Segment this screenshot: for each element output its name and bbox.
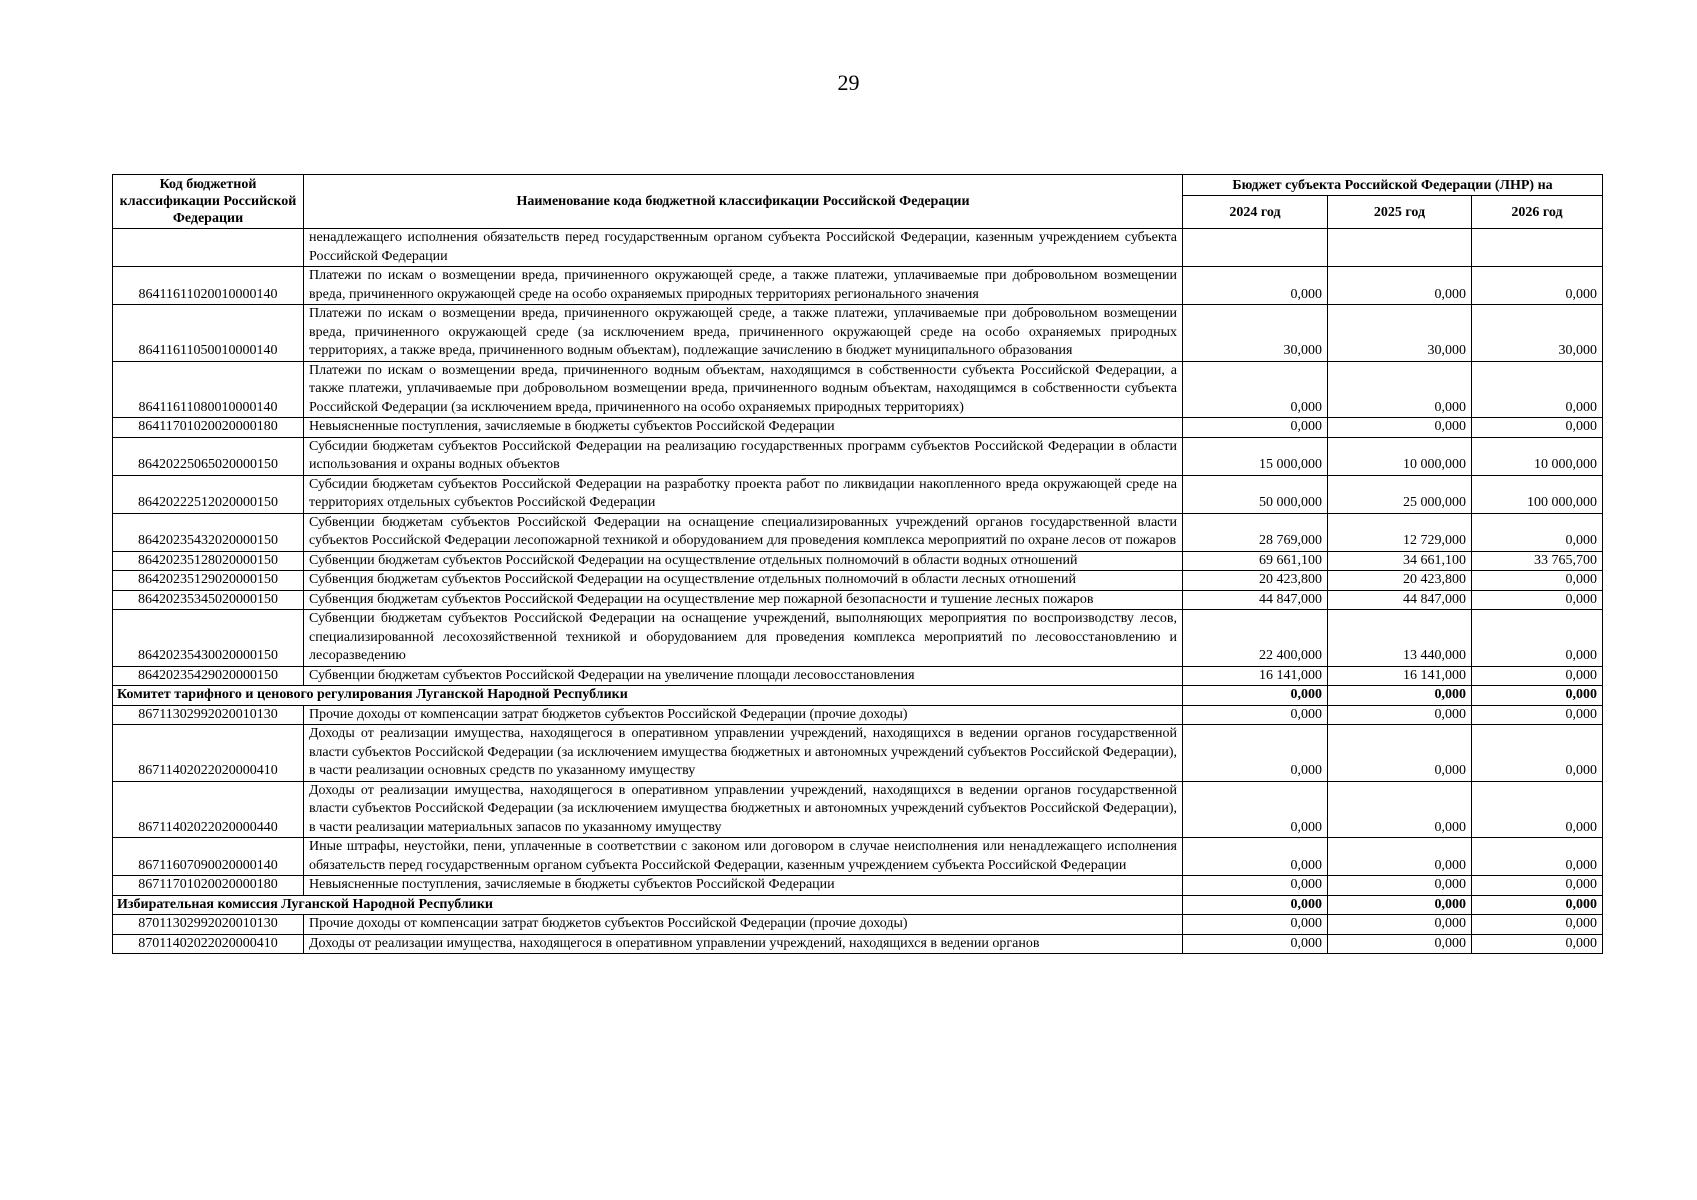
value-2024-cell: 16 141,000 — [1183, 666, 1328, 686]
value-2025-cell: 0,000 — [1328, 781, 1472, 838]
budget-code-cell: 86420235128020000150 — [113, 551, 304, 571]
budget-code-cell: 86711402022020000440 — [113, 781, 304, 838]
header-code-column: Код бюджетной классификации Российской Федерации — [113, 175, 304, 229]
value-2024-cell: 0,000 — [1183, 725, 1328, 782]
value-2025-cell: 0,000 — [1328, 915, 1472, 935]
value-2024-cell: 0,000 — [1183, 705, 1328, 725]
code-name-cell: Субвенции бюджетам субъектов Российской Федерации на оснащение учреждений, выполняющих мероприятия по воспроизводству лесов, специализированной лесохозяйственной техникой и оборудованием для проведения комплекса мероприятий по лесовосстановлению и лесоразведению — [304, 610, 1183, 667]
budget-code-cell: 86711402022020000410 — [113, 725, 304, 782]
value-2025-cell: 10 000,000 — [1328, 437, 1472, 475]
value-2024-cell: 15 000,000 — [1183, 437, 1328, 475]
code-name-cell: Субсидии бюджетам субъектов Российской Федерации на реализацию государственных программ субъектов Российской Федерации в области использования и охраны водных объектов — [304, 437, 1183, 475]
budget-code-cell: 86411611020010000140 — [113, 267, 304, 305]
table-row — [113, 781, 1603, 838]
code-name-cell: Невыясненные поступления, зачисляемые в бюджеты субъектов Российской Федерации — [304, 876, 1183, 896]
code-name-cell: Субвенция бюджетам субъектов Российской Федерации на осуществление мер пожарной безопасности и тушение лесных пожаров — [304, 590, 1183, 610]
table-row — [113, 513, 1603, 551]
value-2026-cell: 0,000 — [1472, 895, 1603, 915]
value-2026-cell: 10 000,000 — [1472, 437, 1603, 475]
budget-code-cell: 86411611080010000140 — [113, 361, 304, 418]
value-2026-cell: 0,000 — [1472, 781, 1603, 838]
value-2025-cell: 0,000 — [1328, 361, 1472, 418]
value-2025-cell: 34 661,100 — [1328, 551, 1472, 571]
code-name-cell: Платежи по искам о возмещении вреда, причиненного окружающей среде, а также платежи, уплачиваемые при добровольном возмещении вреда, причиненного окружающей среде на особо охраняемых природных территориях регионального значения — [304, 267, 1183, 305]
value-2025-cell: 0,000 — [1328, 934, 1472, 954]
value-2026-cell: 100 000,000 — [1472, 475, 1603, 513]
budget-code-cell: 86420235430020000150 — [113, 610, 304, 667]
value-2026-cell: 0,000 — [1472, 590, 1603, 610]
budget-code-cell: 87011402022020000410 — [113, 934, 304, 954]
value-2024-cell: 0,000 — [1183, 915, 1328, 935]
section-row — [113, 895, 1603, 915]
value-2025-cell: 0,000 — [1328, 725, 1472, 782]
value-2024-cell — [1183, 229, 1328, 267]
budget-code-cell: 86420222512020000150 — [113, 475, 304, 513]
table-row — [113, 838, 1603, 876]
budget-code-cell: 86420225065020000150 — [113, 437, 304, 475]
value-2024-cell: 50 000,000 — [1183, 475, 1328, 513]
table-row — [113, 305, 1603, 362]
budget-code-cell: 86711607090020000140 — [113, 838, 304, 876]
budget-code-cell: 86420235345020000150 — [113, 590, 304, 610]
value-2026-cell — [1472, 229, 1603, 267]
code-name-cell: Субвенции бюджетам субъектов Российской Федерации на увеличение площади лесовосстановления — [304, 666, 1183, 686]
value-2026-cell: 0,000 — [1472, 725, 1603, 782]
value-2024-cell: 0,000 — [1183, 838, 1328, 876]
table-row — [113, 437, 1603, 475]
value-2026-cell: 0,000 — [1472, 610, 1603, 667]
budget-code-cell — [113, 229, 304, 267]
value-2024-cell: 0,000 — [1183, 686, 1328, 706]
value-2024-cell: 0,000 — [1183, 895, 1328, 915]
value-2024-cell: 28 769,000 — [1183, 513, 1328, 551]
value-2024-cell: 0,000 — [1183, 781, 1328, 838]
header-year-2026: 2026 год — [1472, 196, 1603, 229]
section-row — [113, 686, 1603, 706]
value-2025-cell: 0,000 — [1328, 418, 1472, 438]
table-row — [113, 915, 1603, 935]
value-2026-cell: 0,000 — [1472, 666, 1603, 686]
table-row — [113, 361, 1603, 418]
value-2025-cell: 44 847,000 — [1328, 590, 1472, 610]
value-2026-cell: 0,000 — [1472, 418, 1603, 438]
value-2024-cell: 30,000 — [1183, 305, 1328, 362]
code-name-cell: Субсидии бюджетам субъектов Российской Федерации на разработку проекта работ по ликвидации накопленного вреда окружающей среде на территориях отдельных субъектов Российской Федерации — [304, 475, 1183, 513]
value-2026-cell: 0,000 — [1472, 915, 1603, 935]
table-row — [113, 725, 1603, 782]
value-2024-cell: 0,000 — [1183, 361, 1328, 418]
code-name-cell: Доходы от реализации имущества, находящегося в оперативном управлении учреждений, находящихся в ведении органов государственной власти субъектов Российской Федерации (за исключением имущества бюджетных и автономных учреждений субъектов Российской Федерации), в части реализации основных средств по указанному имуществу — [304, 725, 1183, 782]
page-number: 29 — [837, 70, 860, 95]
header-year-2025: 2025 год — [1328, 196, 1472, 229]
value-2025-cell: 0,000 — [1328, 838, 1472, 876]
value-2025-cell: 13 440,000 — [1328, 610, 1472, 667]
value-2026-cell: 30,000 — [1472, 305, 1603, 362]
budget-code-cell: 87011302992020010130 — [113, 915, 304, 935]
table-row — [113, 551, 1603, 571]
budget-code-cell: 86411701020020000180 — [113, 418, 304, 438]
budget-table — [112, 174, 1603, 954]
table-row — [113, 475, 1603, 513]
code-name-cell: Невыясненные поступления, зачисляемые в бюджеты субъектов Российской Федерации — [304, 418, 1183, 438]
value-2025-cell: 0,000 — [1328, 686, 1472, 706]
code-name-cell: Доходы от реализации имущества, находящегося в оперативном управлении учреждений, находящихся в ведении органов — [304, 934, 1183, 954]
budget-code-cell: 86711302992020010130 — [113, 705, 304, 725]
value-2024-cell: 0,000 — [1183, 876, 1328, 896]
value-2025-cell: 12 729,000 — [1328, 513, 1472, 551]
code-name-cell: Иные штрафы, неустойки, пени, уплаченные в соответствии с законом или договором в случае неисполнения или ненадлежащего исполнения обязательств перед государственным органом субъекта Российской Федерации, казенным учреждением субъекта Российской Федерации — [304, 838, 1183, 876]
section-title: Комитет тарифного и ценового регулирования Луганской Народной Республики — [113, 686, 1183, 706]
code-name-cell: ненадлежащего исполнения обязательств перед государственным органом субъекта Российской Федерации, казенным учреждением субъекта Российской Федерации — [304, 229, 1183, 267]
value-2025-cell: 0,000 — [1328, 876, 1472, 896]
code-name-cell: Платежи по искам о возмещении вреда, причиненного водным объектам, находящимся в собственности субъекта Российской Федерации, а также платежи, уплачиваемые при добровольном возмещении вреда, причиненного водным объектам, находящимся в собственности субъекта Российской Федерации (за исключением вреда, причиненного на особо охраняемых природных территориях) — [304, 361, 1183, 418]
value-2025-cell: 30,000 — [1328, 305, 1472, 362]
budget-code-cell: 86420235129020000150 — [113, 571, 304, 591]
header-year-2024: 2024 год — [1183, 196, 1328, 229]
value-2025-cell: 25 000,000 — [1328, 475, 1472, 513]
table-row — [113, 705, 1603, 725]
value-2026-cell: 33 765,700 — [1472, 551, 1603, 571]
table-row — [113, 934, 1603, 954]
code-name-cell: Субвенции бюджетам субъектов Российской Федерации на оснащение специализированных учреждений органов государственной власти субъектов Российской Федерации лесопожарной техникой и оборудованием для проведения комплекса мероприятий по охране лесов от пожаров — [304, 513, 1183, 551]
value-2026-cell: 0,000 — [1472, 686, 1603, 706]
value-2026-cell: 0,000 — [1472, 876, 1603, 896]
budget-code-cell: 86420235429020000150 — [113, 666, 304, 686]
table-row — [113, 229, 1603, 267]
budget-code-cell: 86420235432020000150 — [113, 513, 304, 551]
value-2025-cell: 20 423,800 — [1328, 571, 1472, 591]
table-header — [113, 175, 1603, 229]
table-row — [113, 571, 1603, 591]
code-name-cell: Прочие доходы от компенсации затрат бюджетов субъектов Российской Федерации (прочие доходы) — [304, 705, 1183, 725]
value-2026-cell: 0,000 — [1472, 934, 1603, 954]
value-2024-cell: 20 423,800 — [1183, 571, 1328, 591]
value-2025-cell: 16 141,000 — [1328, 666, 1472, 686]
value-2025-cell: 0,000 — [1328, 267, 1472, 305]
value-2024-cell: 69 661,100 — [1183, 551, 1328, 571]
value-2026-cell: 0,000 — [1472, 267, 1603, 305]
value-2025-cell: 0,000 — [1328, 895, 1472, 915]
value-2024-cell: 0,000 — [1183, 934, 1328, 954]
value-2026-cell: 0,000 — [1472, 361, 1603, 418]
value-2024-cell: 22 400,000 — [1183, 610, 1328, 667]
table-body — [113, 229, 1603, 954]
table-row — [113, 590, 1603, 610]
code-name-cell: Субвенция бюджетам субъектов Российской Федерации на осуществление отдельных полномочий в области лесных отношений — [304, 571, 1183, 591]
budget-code-cell: 86711701020020000180 — [113, 876, 304, 896]
table-row — [113, 418, 1603, 438]
table-row — [113, 666, 1603, 686]
header-name-column: Наименование кода бюджетной классификации Российской Федерации — [304, 175, 1183, 229]
value-2026-cell: 0,000 — [1472, 513, 1603, 551]
value-2024-cell: 0,000 — [1183, 418, 1328, 438]
code-name-cell: Прочие доходы от компенсации затрат бюджетов субъектов Российской Федерации (прочие доходы) — [304, 915, 1183, 935]
header-budget-column: Бюджет субъекта Российской Федерации (ЛНР) на — [1183, 175, 1603, 196]
value-2026-cell: 0,000 — [1472, 838, 1603, 876]
value-2025-cell: 0,000 — [1328, 705, 1472, 725]
table-row — [113, 876, 1603, 896]
value-2026-cell: 0,000 — [1472, 571, 1603, 591]
table-row — [113, 610, 1603, 667]
section-title: Избирательная комиссия Луганской Народной Республики — [113, 895, 1183, 915]
code-name-cell: Доходы от реализации имущества, находящегося в оперативном управлении учреждений, находящихся в ведении органов государственной власти субъектов Российской Федерации (за исключением имущества бюджетных и автономных учреждений субъектов Российской Федерации), в части реализации материальных запасов по указанному имуществу — [304, 781, 1183, 838]
value-2026-cell: 0,000 — [1472, 705, 1603, 725]
table-row — [113, 267, 1603, 305]
value-2025-cell — [1328, 229, 1472, 267]
code-name-cell: Субвенции бюджетам субъектов Российской Федерации на осуществление отдельных полномочий в области водных отношений — [304, 551, 1183, 571]
value-2024-cell: 44 847,000 — [1183, 590, 1328, 610]
value-2024-cell: 0,000 — [1183, 267, 1328, 305]
budget-code-cell: 86411611050010000140 — [113, 305, 304, 362]
code-name-cell: Платежи по искам о возмещении вреда, причиненного окружающей среде, а также платежи, уплачиваемые при добровольном возмещении вреда, причиненного окружающей среде (за исключением вреда, причиненного окружающей среде на особо охраняемых природных территориях, а также вреда, причиненного водным объектам), подлежащие зачислению в бюджет муниципального образования — [304, 305, 1183, 362]
